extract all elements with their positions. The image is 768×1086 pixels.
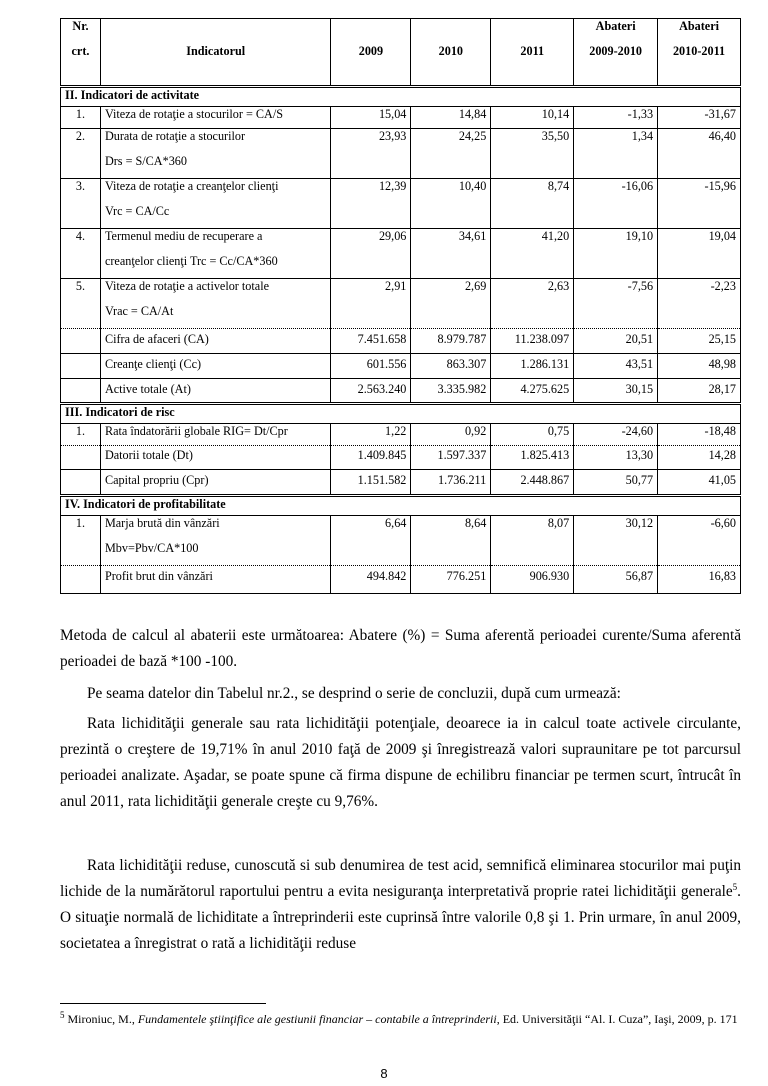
header-abateri-2-period: 2010-2011 xyxy=(658,39,741,87)
header-crt: crt. xyxy=(61,39,101,87)
header-abateri-1-period: 2009-2010 xyxy=(574,39,658,87)
table-row: 2. Durata de rotaţie a stocurilor Drs = S/CA*360 23,93 24,25 35,50 1,34 46,40 xyxy=(61,129,741,179)
header-2010: 2010 xyxy=(411,39,491,87)
paragraph-general-liquidity: Rata lichidităţii generale sau rata lichidităţii potenţiale, deoarece ia in calcul toate activele circulante, prezintă o creştere de 19,71% în anul 2010 faţă de 2009 şi înregistrează valori supraunitare pe tot parcursul perioadei analizate. Aşadar, se poate spune că firma dispune de echilibru financiar pe termen scurt, întrucât în anul 2011, rata lichidităţii generale creşte cu 9,76%. xyxy=(60,715,741,810)
table-row: Datorii totale (Dt) 1.409.845 1.597.337 1.825.413 13,30 14,28 xyxy=(61,446,741,470)
paragraph-intro: Pe seama datelor din Tabelul nr.2., se desprind o serie de concluzii, după cum urmează: xyxy=(87,685,621,702)
table-row: 4. Termenul mediu de recuperare a creanţelor clienţi Trc = Cc/CA*360 29,06 34,61 41,20 19,10 19,04 xyxy=(61,229,741,279)
header-abateri-2: Abateri xyxy=(658,19,741,39)
table-row: Cifra de afaceri (CA) 7.451.658 8.979.787 11.238.097 20,51 25,15 xyxy=(61,329,741,354)
paragraph-reduced-liquidity: Rata lichidităţii reduse, cunoscută si sub denumirea de test acid, semnifică eliminarea stocurilor mai puţin lichide de la numărătorul raportului pentru a evita nesiguranţa interpretativă proprie ratei lichidităţii generale$^5$. O situaţie normală de lichiditate a întreprinderii este cuprinsă între valorile 0,8 şi 1. Prin urmare, în anul 2009, societatea a înregistrat o rată a lichidităţii reduse xyxy=(60,857,741,952)
header-nr: Nr. xyxy=(61,19,101,39)
header-abateri-1: Abateri xyxy=(574,19,658,39)
table-row: 1. Rata îndatorării globale RIG= Dt/Cpr 1,22 0,92 0,75 -24,60 -18,48 xyxy=(61,424,741,446)
table-header-row xyxy=(61,39,741,87)
table-row: 3. Viteza de rotaţie a creanţelor clienţi Vrc = CA/Cc 12,39 10,40 8,74 -16,06 -15,96 xyxy=(61,179,741,229)
section-row xyxy=(61,496,741,516)
header-indicator: Indicatorul xyxy=(100,39,331,87)
table-row: 1. Viteza de rotaţie a stocurilor = CA/S 15,04 14,84 10,14 -1,33 -31,67 xyxy=(61,107,741,129)
section-row xyxy=(61,87,741,107)
financial-indicators-table xyxy=(60,18,741,594)
header-2011: 2011 xyxy=(491,39,574,87)
table-row: Capital propriu (Cpr) 1.151.582 1.736.211 2.448.867 50,77 41,05 xyxy=(61,470,741,496)
footnote-reference[interactable]: 5 xyxy=(732,881,738,892)
table-row: Profit brut din vânzări 494.842 776.251 906.930 56,87 16,83 xyxy=(61,566,741,594)
footnote-separator xyxy=(60,1003,266,1004)
section-row xyxy=(61,404,741,424)
table-row: Creanţe clienţi (Cc) 601.556 863.307 1.286.131 43,51 48,98 xyxy=(61,354,741,379)
footnote: $^5$ Mironiuc, M., Fundamentele ştiinţifice ale gestiunii financiar – contabile a întreprinderii, Ed. Universităţii “Al. I. Cuza”, Iaşi, 2009, p. 171 xyxy=(60,1010,738,1026)
table-row: 5. Viteza de rotaţie a activelor totale Vrac = CA/At 2,91 2,69 2,63 -7,56 -2,23 xyxy=(61,279,741,329)
page-number: 8 xyxy=(380,1066,388,1081)
table-row: Active totale (At) 2.563.240 3.335.982 4.275.625 30,15 28,17 xyxy=(61,379,741,404)
section-title-profitabilitate: IV. Indicatori de profitabilitate xyxy=(61,496,741,516)
section-title-risc: III. Indicatori de risc xyxy=(61,404,741,424)
table-row: 1. Marja brută din vânzări Mbv=Pbv/CA*100 6,64 8,64 8,07 30,12 -6,60 xyxy=(61,516,741,566)
paragraph-method: Metoda de calcul al abaterii este următoarea: Abatere (%) = Suma aferentă perioadei curente/Suma aferentă perioadei de bază *100 -100. xyxy=(60,627,741,670)
section-title-activitate: II. Indicatori de activitate xyxy=(61,87,741,107)
header-2009: 2009 xyxy=(331,39,411,87)
table-header-row xyxy=(61,19,741,39)
